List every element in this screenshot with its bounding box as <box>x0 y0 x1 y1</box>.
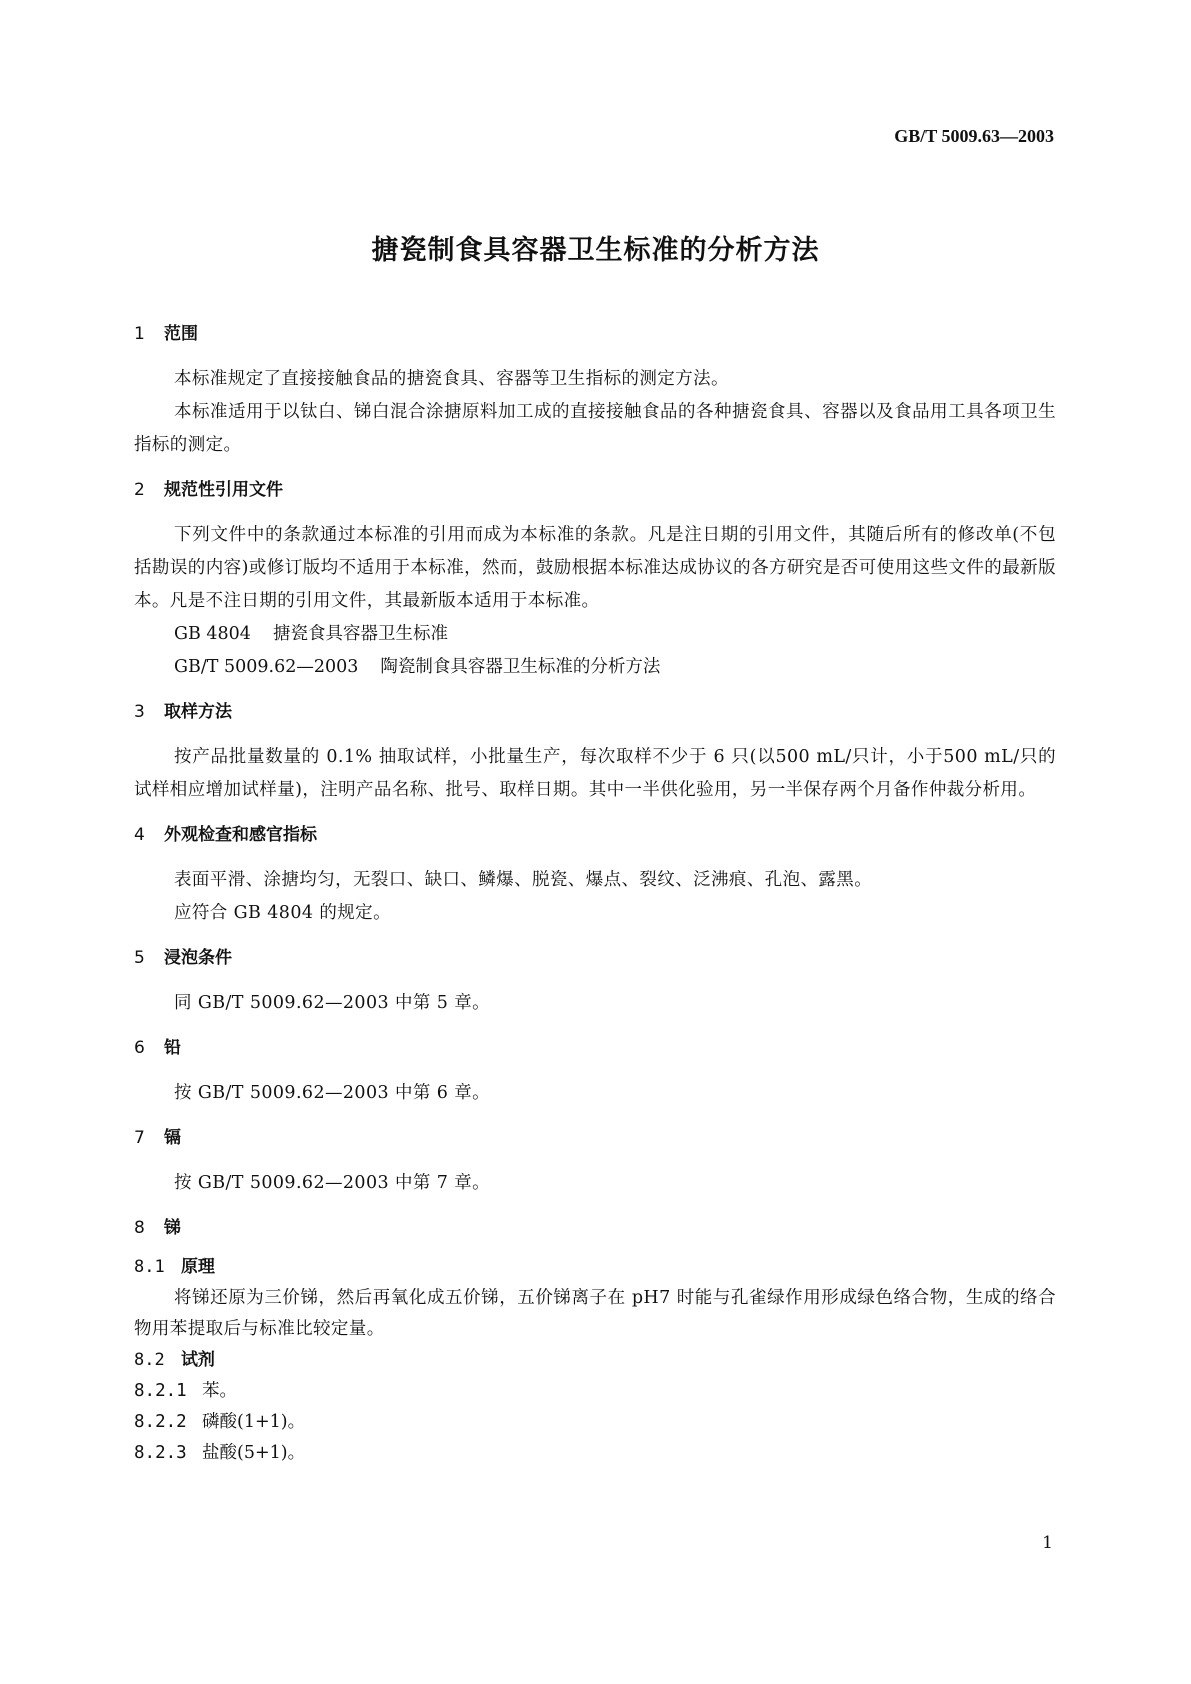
paragraph: 表面平滑、涂搪均匀，无裂口、缺口、鳞爆、脱瓷、爆点、裂纹、泛沸痕、孔泡、露黑。 <box>174 870 873 890</box>
section-title: 浸泡条件 <box>164 948 232 968</box>
paragraph: 将锑还原为三价锑，然后再氧化成五价锑，五价锑离子在 pH7 时能与孔雀绿作用形成绿色络合物，生成的络合物用苯提取后与标准比较定量。 <box>134 1288 1056 1339</box>
document-body <box>134 322 1056 1469</box>
paragraph: 按 GB/T 5009.62—2003 中第 6 章。 <box>174 1083 491 1103</box>
section-title: 铅 <box>164 1038 181 1058</box>
paragraph: 按产品批量数量的 0.1% 抽取试样，小批量生产，每次取样不少于 6 只(以500 mL/只计，小于500 mL/只的试样相应增加试样量)，注明产品名称、批号、取样日期。其中一半供化验用，另一半保存两个月备作仲裁分析用。 <box>134 747 1056 800</box>
section-number: 4 <box>134 825 145 845</box>
reference-code: GB/T 5009.62—2003 <box>174 657 359 677</box>
paragraph: 应符合 GB 4804 的规定。 <box>174 903 391 923</box>
section-5-heading <box>134 946 1056 970</box>
section-2-heading <box>134 478 1056 502</box>
section-title: 镉 <box>164 1128 181 1148</box>
standard-code: GB/T 5009.63—2003 <box>894 126 1054 146</box>
section-7-heading <box>134 1126 1056 1150</box>
section-1-heading <box>134 322 1056 346</box>
section-title: 规范性引用文件 <box>164 480 283 500</box>
section-4-heading <box>134 823 1056 847</box>
item-text: 磷酸(1+1)。 <box>202 1412 306 1432</box>
paragraph: 同 GB/T 5009.62—2003 中第 5 章。 <box>174 993 491 1013</box>
reference-item <box>134 618 1056 651</box>
reference-item <box>134 651 1056 684</box>
section-number: 1 <box>134 324 145 344</box>
section-number: 6 <box>134 1038 145 1058</box>
section-3-heading <box>134 700 1056 724</box>
section-number: 8 <box>134 1218 145 1238</box>
section-number: 2 <box>134 480 145 500</box>
section-6-heading <box>134 1036 1056 1060</box>
section-title: 取样方法 <box>164 702 232 722</box>
subsection-8-2-heading <box>134 1345 1056 1376</box>
subsection-title: 试剂 <box>180 1350 215 1370</box>
section-number: 3 <box>134 702 145 722</box>
section-8-heading <box>134 1216 1056 1240</box>
section-title: 锑 <box>164 1218 181 1238</box>
list-item <box>134 1376 1056 1407</box>
item-number: 8.2.2 <box>134 1412 187 1432</box>
subsection-number: 8.1 <box>134 1257 165 1277</box>
subsection-title: 原理 <box>180 1257 215 1277</box>
section-title: 范围 <box>164 324 198 344</box>
section-number: 7 <box>134 1128 145 1148</box>
list-item <box>134 1407 1056 1438</box>
page-number: 1 <box>1042 1533 1053 1553</box>
paragraph: 本标准规定了直接接触食品的搪瓷食具、容器等卫生指标的测定方法。 <box>174 369 729 389</box>
paragraph: 下列文件中的条款通过本标准的引用而成为本标准的条款。凡是注日期的引用文件，其随后所有的修改单(不包括勘误的内容)或修订版均不适用于本标准，然而，鼓励根据本标准达成协议的各方研究是否可使用这些文件的最新版本。凡是不注日期的引用文件，其最新版本适用于本标准。 <box>134 525 1056 611</box>
item-number: 8.2.1 <box>134 1381 187 1401</box>
item-text: 盐酸(5+1)。 <box>202 1443 306 1463</box>
section-title: 外观检查和感官指标 <box>164 825 317 845</box>
section-number: 5 <box>134 948 145 968</box>
reference-code: GB 4804 <box>174 624 251 644</box>
item-text: 苯。 <box>202 1381 237 1401</box>
document-title: 搪瓷制食具容器卫生标准的分析方法 <box>371 235 820 266</box>
subsection-number: 8.2 <box>134 1350 165 1370</box>
item-number: 8.2.3 <box>134 1443 187 1463</box>
reference-title: 陶瓷制食具容器卫生标准的分析方法 <box>380 657 661 677</box>
list-item <box>134 1438 1056 1469</box>
paragraph: 本标准适用于以钛白、锑白混合涂搪原料加工成的直接接触食品的各种搪瓷食具、容器以及食品用工具各项卫生指标的测定。 <box>134 402 1056 455</box>
subsection-8-1-heading <box>134 1252 1056 1283</box>
reference-title: 搪瓷食具容器卫生标准 <box>272 624 448 644</box>
paragraph: 按 GB/T 5009.62—2003 中第 7 章。 <box>174 1173 491 1193</box>
